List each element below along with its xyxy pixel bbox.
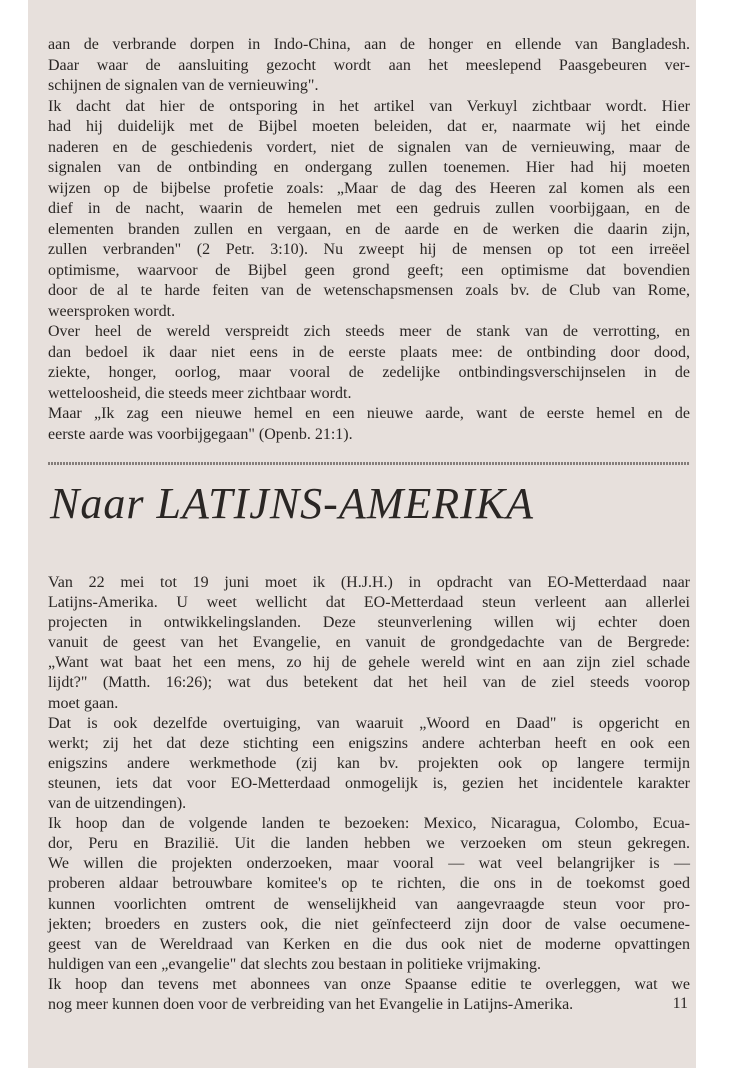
text-line: kunnen voorlichten omtrent de wenselijkheid van aangevraagde steun voor pro- (48, 895, 690, 913)
text-line: enigszins andere werkmethode (zij kan bv. projekten ook op langere termijn (48, 754, 690, 772)
paragraph (48, 97, 690, 323)
body-text-section-1 (48, 35, 690, 445)
text-line: werkt; zij het dat deze stichting een enigszins andere achterban heeft en ook een (48, 734, 690, 752)
text-line: had hij duidelijk met de Bijbel moeten beleiden, dat er, naarmate wij het einde (48, 118, 690, 135)
text-line: proberen aldaar betrouwbare komitee's op te richten, die ons in de toekomst goed (48, 875, 690, 893)
text-line: ziekte, honger, oorlog, maar vooral de zedelijke ontbindingsverschijnselen in de (48, 364, 690, 381)
text-line: eerste aarde was voorbijgegaan" (Openb. 21:1). (48, 425, 353, 443)
paragraph (48, 814, 690, 975)
text-line: nog meer kunnen doen voor de verbreiding van het Evangelie in Latijns-Amerika. (48, 995, 574, 1013)
paragraph (48, 573, 690, 714)
text-line: Van 22 mei tot 19 juni moet ik (H.J.H.) in opdracht van EO-Metterdaad naar (48, 574, 690, 591)
article-heading: Naar LATIJNS-AMERIKA (50, 479, 534, 528)
text-line: wetteloosheid, die steeds meer zichtbaar wordt. (48, 384, 352, 402)
text-line: Dat is ook dezelfde overtuiging, van waaruit „Woord en Daad" is opgericht en (48, 714, 690, 732)
text-line: signalen van de ontbinding en ondergang zullen toenemen. Hier had hij moeten (48, 159, 690, 176)
text-line: naderen en de geschiedenis vordert, niet de signalen van de vernieuwing, maar de (48, 138, 690, 156)
text-line: door de al te harde feiten van de wetenschapsmensen zoals bv. de Club van Rome, (48, 282, 690, 299)
text-line: van de uitzendingen). (48, 795, 187, 813)
text-line: Latijns-Amerika. U weet wellicht dat EO-Metterdaad steun verleent aan allerlei (48, 594, 690, 612)
paragraph (48, 975, 690, 1015)
text-line: aan de verbrande dorpen in Indo-China, aan de honger en ellende van Bangladesh. (48, 36, 690, 53)
text-line: huldigen van een „evangelie" dat slechts zou bestaan in politieke vrijmaking. (48, 955, 542, 973)
text-line: Ik hoop dan de volgende landen te bezoeken: Mexico, Nicaragua, Colombo, Ecua- (48, 815, 690, 833)
paragraph (48, 322, 690, 404)
text-line: wijzen op de bijbelse profetie zoals: „Maar de dag des Heeren zal komen als een (48, 179, 690, 197)
text-line: dief in de nacht, waarin de hemelen met een gedruis zullen voorbijgaan, en de (48, 200, 690, 217)
text-line: moet gaan. (48, 694, 119, 712)
text-line: geest van de Wereldraad van Kerken en die dus ook niet de moderne opvattingen (48, 935, 690, 953)
text-line: We willen die projekten onderzoeken, maar vooral — wat veel belangrijker is — (48, 855, 690, 873)
text-line: Ik hoop dan tevens met abonnees van onze Spaanse editie te overleggen, wat we (48, 975, 690, 993)
decorative-divider (48, 462, 690, 465)
text-line: „Want wat baat het een mens, zo hij de gehele wereld wint en aan zijn ziel schade (48, 654, 690, 672)
text-line: Maar „Ik zag een nieuwe hemel en een nieuwe aarde, want de eerste hemel en de (48, 405, 690, 422)
text-line: projecten in ontwikkelingslanden. Deze steunverlening willen wij echter doen (48, 614, 690, 632)
paragraph (48, 35, 690, 97)
text-line: Over heel de wereld verspreidt zich steeds meer de stank van de verrotting, en (48, 323, 690, 340)
text-line: lijdt?" (Matth. 16:26); wat dus betekent dat het heil van de ziel steeds voorop (48, 674, 690, 692)
text-line: Daar waar de aansluiting gezocht wordt aan het meeslepend Paasgebeuren ver- (48, 56, 690, 74)
paragraph (48, 714, 690, 814)
paragraph (48, 404, 690, 445)
text-line: weersproken wordt. (48, 302, 176, 320)
text-line: jekten; broeders en zusters ook, die niet geïnfecteerd zijn door de valse oecumene- (48, 915, 690, 933)
text-line: zullen verbranden" (2 Petr. 3:10). Nu zweept hij de mensen op tot een irreëel (48, 241, 690, 258)
body-text-section-2 (48, 573, 690, 1015)
page-number: 11 (672, 995, 688, 1012)
text-line: steunen, iets dat voor EO-Metterdaad onmogelijk is, gezien het incidentele karakter (48, 774, 690, 792)
text-line: optimisme, waarvoor de Bijbel geen grond geeft; een optimisme dat bovendien (48, 261, 690, 279)
text-line: elementen branden zullen en vergaan, en de aarde en de werken die daarin zijn, (48, 220, 690, 238)
text-line: Ik dacht dat hier de ontsporing in het artikel van Verkuyl zichtbaar wordt. Hier (48, 97, 690, 115)
text-line: schijnen de signalen van de vernieuwing". (48, 77, 319, 94)
text-line: dor, Peru en Brazilië. Uit die landen hebben we verzoeken om steun gekregen. (48, 835, 690, 853)
text-line: dan bedoel ik daar niet eens in de eerste plaats mee: de ontbinding door dood, (48, 343, 690, 361)
text-line: vanuit de geest van het Evangelie, en vanuit de grondgedachte van de Bergrede: (48, 634, 690, 652)
